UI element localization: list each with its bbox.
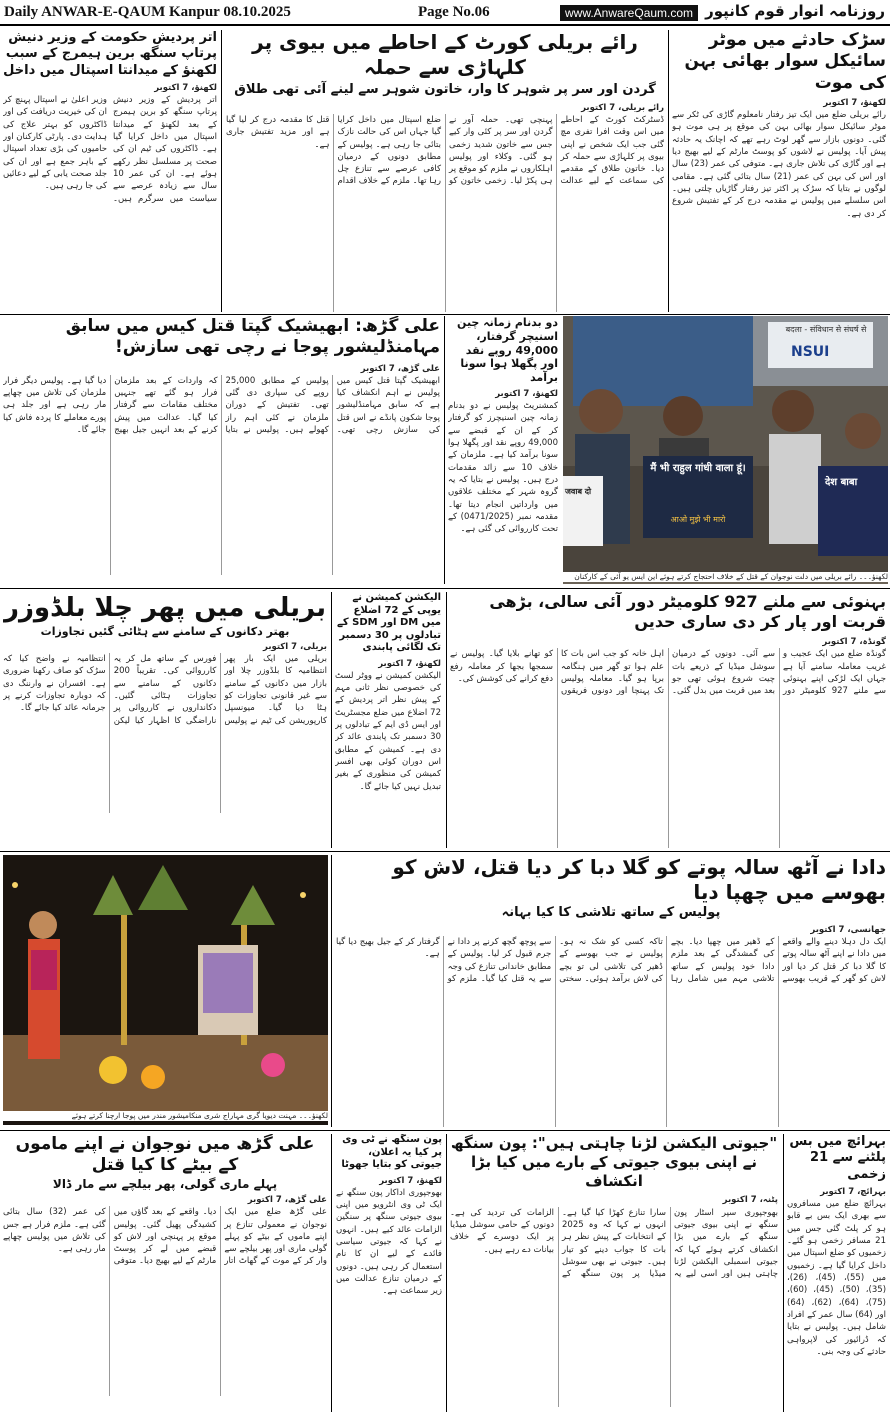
article-abhishek-murder [3,316,440,584]
banner-nsui: NSUI [791,344,830,360]
dateline: لکھنؤ، 7 اکتوبر [154,82,217,93]
banner-hindi: बदला - संविधान से संघर्ष से [785,325,867,334]
article-body: بریلی میں ایک بار پھر انتظامیہ کا بلڈوزر چلا اور بازار میں دکانوں کے سامنے سے غیر قانونی تجاوزات کو ہٹا دیا گیا۔ میونسپل کارپوریشن کی ٹیم نے پولیس فورس کے ساتھ مل کر یہ کارروائی کی۔ تقریباً 200 دکانوں کے سامنے سے تجاوزات ہٹائی گئیں۔ دکانداروں نے کارروائی پر ناراضگی کا اظہار کیا لیکن انتظامیہ نے واضح کیا کہ سڑک کو صاف رکھنا ضروری ہے۔ افسران نے وارننگ دی کہ دوبارہ تجاوزات کرنے پر جرمانہ عائد کیا جائے گا۔ [3,654,327,726]
article-minister-hospital [3,30,217,312]
dateline: جھانسی، 7 اکتوبر [810,924,886,935]
column-rule [221,30,222,312]
page-number: Page No.06 [418,4,490,20]
article-bareilly-bulldozer [3,592,327,848]
article-body: الیکشن کمیشن نے ووٹر لسٹ کی خصوصی نظر ثانی مہم کے پیش نظر اتر پردیش کے 72 اضلاع میں ضلع مجسٹریٹ اور ایس ڈی ایم کے تبادلوں پر 30 دسمبر تک پابندی عائد کر دی ہے۔ کمیشن کے مطابق اس دوران کوئی بھی افسر کمیشن کی منظوری کے بغیر تبدیل نہیں کیا جائے گا۔ [335,670,441,792]
photo-nsui-protest [563,316,888,584]
article-body: گونڈہ ضلع میں ایک عجیب و غریب معاملہ سامنے آیا ہے جہاں ایک لڑکی اپنے بہنوئی سے ملنے 927 کلومیٹر دور سے آئی۔ دونوں کے درمیان سوشل میڈیا کے ذریعے بات چیت شروع ہوئی تھی جو بعد میں قربت میں بدل گئی۔ اہل خانہ کو جب اس بات کا علم ہوا تو گھر میں ہنگامہ برپا ہو گیا۔ معاملہ پولیس تک پہنچا اور دونوں فریقوں کو تھانے بلایا گیا۔ پولیس نے سمجھا بجھا کر معاملہ رفع دفع کرانے کی کوشش کی۔ [450,649,886,697]
column-rule [444,316,445,584]
headline: دو بدنام زمانہ چین اسنیچر گرفتار، 49,000 روپے نقد اور پگھلا ہوا سونا برآمد [457,316,558,384]
column-rule [331,855,332,1127]
article-sister-in-law [450,592,886,848]
article-jyoti-election [450,1134,778,1412]
dateline: لکھنؤ، 7 اکتوبر [379,1175,442,1186]
column-rule [783,1134,784,1412]
article-body: ایک دل دہلا دینے والے واقعے میں دادا نے اپنے آٹھ سالہ پوتے کا گلا دبا کر قتل کر دیا اور لاش کو گھر کے قریب بھوسے کے ڈھیر میں چھپا دیا۔ بچے کی گمشدگی کے بعد ملزم دادا خود پولیس کے ساتھ تلاشی مہم میں شامل رہا تاکہ کسی کو شک نہ ہو۔ پولیس نے جب بھوسے کے ڈھیر کی تلاشی لی تو بچے کی لاش برآمد ہوئی۔ سختی سے پوچھ گچھ کرنے پر دادا نے جرم قبول کر لیا۔ پولیس کے مطابق خاندانی تنازع کی وجہ سے یہ قتل کیا گیا۔ ملزم کو گرفتار کر کے جیل بھیج دیا گیا ہے۔ [336,936,886,984]
headline: علی گڑھ: ابھیشیک گپتا قتل کیس میں سابق مہامنڈلیشور پوجا نے رچی تھی سازش! [65,316,440,358]
headline: الیکشن کمیشن نے یوپی کے 72 اضلاع میں DM اور SDM کے تبادلوں پر 30 دسمبر تک لگائی پابندی [336,592,441,653]
article-election-commission [335,592,441,848]
column-rule [446,1134,447,1412]
article-court-attack [226,30,664,312]
row-rule [0,588,890,589]
headline: بہرائچ میں بس پلٹنے سے 21 زخمی [789,1134,886,1182]
headline: رائے بریلی کورٹ کے احاطے میں بیوی پر کلہاڑی سے حملہ [252,30,638,79]
article-bus-accident [787,1134,886,1412]
row-rule [0,851,890,852]
article-grandfather-murder [336,855,886,1127]
dateline: لکھنؤ، 7 اکتوبر [495,388,558,399]
dateline: لکھنؤ، 7 اکتوبر [823,97,886,108]
headline: اتر پردیش حکومت کے وزیر دنیش پرتاپ سنگھ برین ہیمرج کے سبب لکھنؤ کے میدانتا اسپتال میں داخل [3,30,217,78]
dateline: لکھنؤ، 7 اکتوبر [378,658,441,669]
column-rule [331,1134,332,1412]
article-aligarh-cousin-murder [3,1134,327,1412]
newspaper-logo: روزنامہ انوار قوم کانپور [705,2,885,20]
row-rule [0,1130,890,1131]
subheadline: گردن اور سر پر شوہر کا وار، خاتون شوہر سے لینے آئی تھی طلاق [234,82,656,97]
article-body: اتر پردیش کے وزیر دنیش پرتاپ سنگھ کو برین ہیمرج کے بعد لکھنؤ کے میدانتا اسپتال میں داخل کرایا گیا ہے۔ ڈاکٹروں کی ٹیم ان کی صحت پر مسلسل نظر رکھے ہوئے ہے۔ ان کی عمر 10 سال سے زیادہ عرصے سے سیاست میں سرگرم ہیں۔ وزیر اعلیٰ نے اسپتال پہنچ کر ان کی خیریت دریافت کی اور ڈاکٹروں کو بہتر علاج کی ہدایت دی۔ پارٹی کارکنان اور حامیوں کی بڑی تعداد اسپتال کے باہر جمع ہے اور ان کی جلد صحت یابی کے لیے دعائیں کی جا رہی ہیں۔ [3,95,217,204]
headline: بریلی میں پھر چلا بلڈوزر [3,593,326,623]
subheadline: پولیس کے ساتھ تلاشی کا کیا بہانہ [501,905,721,920]
masthead-date: Daily ANWAR-E-QAUM Kanpur 08.10.2025 [4,4,291,20]
website-link[interactable]: www.AnwareQaum.com [560,5,698,21]
protest-sign-left: जवाब दो [565,487,592,496]
article-chain-snatchers [448,316,558,584]
article-body: بھوجپوری سپر اسٹار پون سنگھ نے اپنی بیوی جیوتی سنگھ کے بارے میں بڑا انکشاف کرتے ہوئے کہا کہ جیوتی اسمبلی الیکشن لڑنا چاہتی ہیں اور اسی لیے یہ سارا تنازع کھڑا کیا گیا ہے۔ انہوں نے کہا کہ وہ 2025 کے انتخابات کے پیش نظر ہر بات کا جواب دینے کو تیار ہیں۔ جیوتی نے بھی سوشل میڈیا پر پون سنگھ کے الزامات کی تردید کی ہے۔ دونوں کے حامی سوشل میڈیا پر ایک دوسرے کے خلاف بیانات دے رہے ہیں۔ [450,1207,778,1280]
headline: علی گڑھ میں نوجوان نے اپنے ماموں کے بیٹے کا کیا قتل [15,1134,315,1176]
photo-temple-puja [3,855,328,1125]
row-rule [0,314,890,315]
headline: دادا نے آٹھ سالہ پوتے کو گلا دبا کر دیا قتل، لاش کو بھوسے میں چھپا دیا [392,855,886,904]
article-body: علی گڑھ ضلع میں ایک نوجوان نے معمولی تنازع پر اپنے ماموں کے بیٹے کو پہلے گولی ماری اور پھر بیلچے سے وار کر کے موت کے گھاٹ اتار دیا۔ واقعے کے بعد گاؤں میں کشیدگی پھیل گئی۔ پولیس موقع پر پہنچی اور لاش کو قبضے میں لے کر پوسٹ مارٹم کے لیے بھیج دیا۔ متوفی کی عمر (32) سال بتائی گئی ہے۔ ملزم فرار ہے جس کی تلاش میں پولیس چھاپے مار رہی ہے۔ [3,1207,327,1267]
column-rule [668,30,669,312]
column-rule [446,592,447,848]
headline: "جیوتی الیکشن لڑنا چاہتی ہیں": پون سنگھ نے اپنی بیوی جیوتی کے بارے میں کیا بڑا انکشاف [450,1134,778,1190]
protest-image [563,316,888,572]
headline: سڑک حادثے میں موٹر سائیکل سوار بھائی بہن کی موت [684,30,886,93]
article-pawan-singh-tv [336,1134,442,1412]
dateline: رائے بریلی، 7 اکتوبر [581,102,664,113]
article-body: ابھیشیک گپتا قتل کیس میں پولیس نے اہم انکشاف کیا ہے کہ سابق مہامنڈلیشور پوجا شکون پانڈے نے اس قتل کی سازش رچی تھی۔ پولیس کے مطابق 25,000 روپے کی سپاری دی گئی تھی۔ تفتیش کے دوران ملزمان نے کئی اہم راز کھولے ہیں۔ پولیس نے بتایا کہ واردات کے بعد ملزمان فرار ہو گئے تھے جنہیں مختلف مقامات سے گرفتار کیا گیا۔ عدالت میں پیش کرنے کے بعد انہیں جیل بھیج دیا گیا ہے۔ پولیس دیگر فرار ملزمان کی تلاش میں چھاپے مار رہی ہے اور جلد ہی پورے معاملے کا پردہ فاش کیا جائے گا۔ [3,375,440,436]
article-body: بہرائچ ضلع میں مسافروں سے بھری ایک بس بے قابو ہو کر پلٹ گئی جس میں 21 مسافر زخمی ہو گئے۔ زخمیوں کو ضلع اسپتال میں داخل کرایا گیا ہے۔ زخمیوں میں (55)، (45)، (26)، (35)، (50)، (45)، (60)، (75)، (64)، (62)، (64) اور (64) سال عمر کے افراد شامل ہیں۔ پولیس نے بتایا کہ ڈرائیور کی لاپرواہی حادثے کی وجہ بنی۔ [787,1199,886,1357]
photo-caption: لکھنؤ۔۔۔ مہنت دیویا گری مہاراج شری منکامیشور مندر میں پوجا ارچنا کرتے ہوئے [3,1111,328,1121]
puja-image [3,855,328,1111]
dateline: علی گڑھ، 7 اکتوبر [360,363,440,374]
headline: بہنوئی سے ملنے 927 کلومیٹر دور آئی سالی، بڑھی قربت اور پار کر دی ساری حدیں [489,592,886,631]
article-road-accident [672,30,886,312]
article-body: بھوجپوری اداکار پون سنگھ نے ایک ٹی وی انٹرویو میں اپنی بیوی جیوتی سنگھ پر سنگین الزامات عائد کیے ہیں۔ انہوں نے کہا کہ جیوتی سیاسی فائدے کے لیے ان کا نام استعمال کر رہی ہیں۔ دونوں کے درمیان تنازع عدالت میں زیر سماعت ہے۔ [336,1187,442,1297]
column-rule [331,592,332,848]
dateline: بہرائچ، 7 اکتوبر [820,1186,886,1197]
protest-sign-main: मैं भी राहुल गांधी वाला हूं। [650,463,746,474]
article-body: رائے بریلی ضلع میں ایک تیز رفتار نامعلوم گاڑی کی ٹکر سے موٹر سائیکل سوار بھائی بہن کی موقع پر ہی موت ہو گئی۔ دونوں بازار سے گھر لوٹ رہے تھے کہ اچانک یہ حادثہ پیش آیا۔ پولیس نے لاشوں کو پوسٹ مارٹم کے لیے بھیج دیا ہے اور گاڑی کی تلاش جاری ہے۔ متوفی کی عمر (23) سال اور اس کی بہن کی عمر (21) سال بتائی گئی ہے۔ مقامی لوگوں نے بتایا کہ سڑک پر اکثر تیز رفتار گاڑیاں چلتی ہیں۔ اس سلسلے میں پولیس نے مقدمہ درج کر کے تفتیش شروع کر دی ہے۔ [672,110,886,219]
protest-sign-bottom: आओ मुझे भी मारो [670,515,726,524]
article-body: کمشنریٹ پولیس نے دو بدنام زمانہ چین اسنیچرز کو گرفتار کر کے ان کے قبضے سے 49,000 روپے نقد اور پگھلا ہوا سونا برآمد کیا ہے۔ ملزمان کے خلاف 10 سے زائد مقدمات درج ہیں۔ پولیس نے بتایا کہ یہ گروہ شہر کے مختلف علاقوں میں وارداتیں انجام دیتا تھا۔ مقدمہ نمبر (0471/2025) کے تحت کارروائی کی گئی ہے۔ [448,401,558,535]
headline: پون سنگھ نے ٹی وی پر کیا یہ اعلان، جیوتی کو بتایا جھوٹا [341,1134,442,1170]
article-body: ڈسٹرکٹ کورٹ کے احاطے میں اس وقت افرا تفری مچ گئی جب ایک شخص نے اپنی بیوی پر کلہاڑی سے حملہ کر دیا۔ خاتون طلاق کے مقدمے کی سماعت کے لیے عدالت پہنچی تھی۔ حملہ آور نے گردن اور سر پر کئی وار کیے جس سے خاتون شدید زخمی ہو گئی۔ وکلاء اور پولیس اہلکاروں نے ملزم کو موقع پر ہی پکڑ لیا۔ زخمی خاتون کو ضلع اسپتال میں داخل کرایا گیا جہاں اس کی حالت نازک بتائی جا رہی ہے۔ پولیس کے مطابق دونوں کے درمیان کافی عرصے سے تنازع چل رہا تھا۔ ملزم کے خلاف اقدام قتل کا مقدمہ درج کر لیا گیا ہے اور مزید تفتیش جاری ہے۔ [226,114,664,187]
dateline: بریلی، 7 اکتوبر [263,641,327,652]
dateline: گونڈہ، 7 اکتوبر [822,637,886,647]
photo-caption: لکھنؤ۔۔۔ رائے بریلی میں دلت نوجوان کے قتل کے خلاف احتجاج کرتے ہوئے این ایس یو آئی کے کارکنان [563,572,888,582]
dateline: پٹنہ، 7 اکتوبر [722,1195,778,1206]
dateline: علی گڑھ، 7 اکتوبر [247,1194,327,1205]
masthead [0,0,890,26]
subheadline: بھتر دکانوں کے سامنے سے ہٹائی گئیں تجاوزات [40,624,290,638]
subheadline: پہلے ماری گولی، پھر بیلچے سے مار ڈالا [52,1176,278,1191]
protest-sign-right: देश बाबा [825,477,858,488]
